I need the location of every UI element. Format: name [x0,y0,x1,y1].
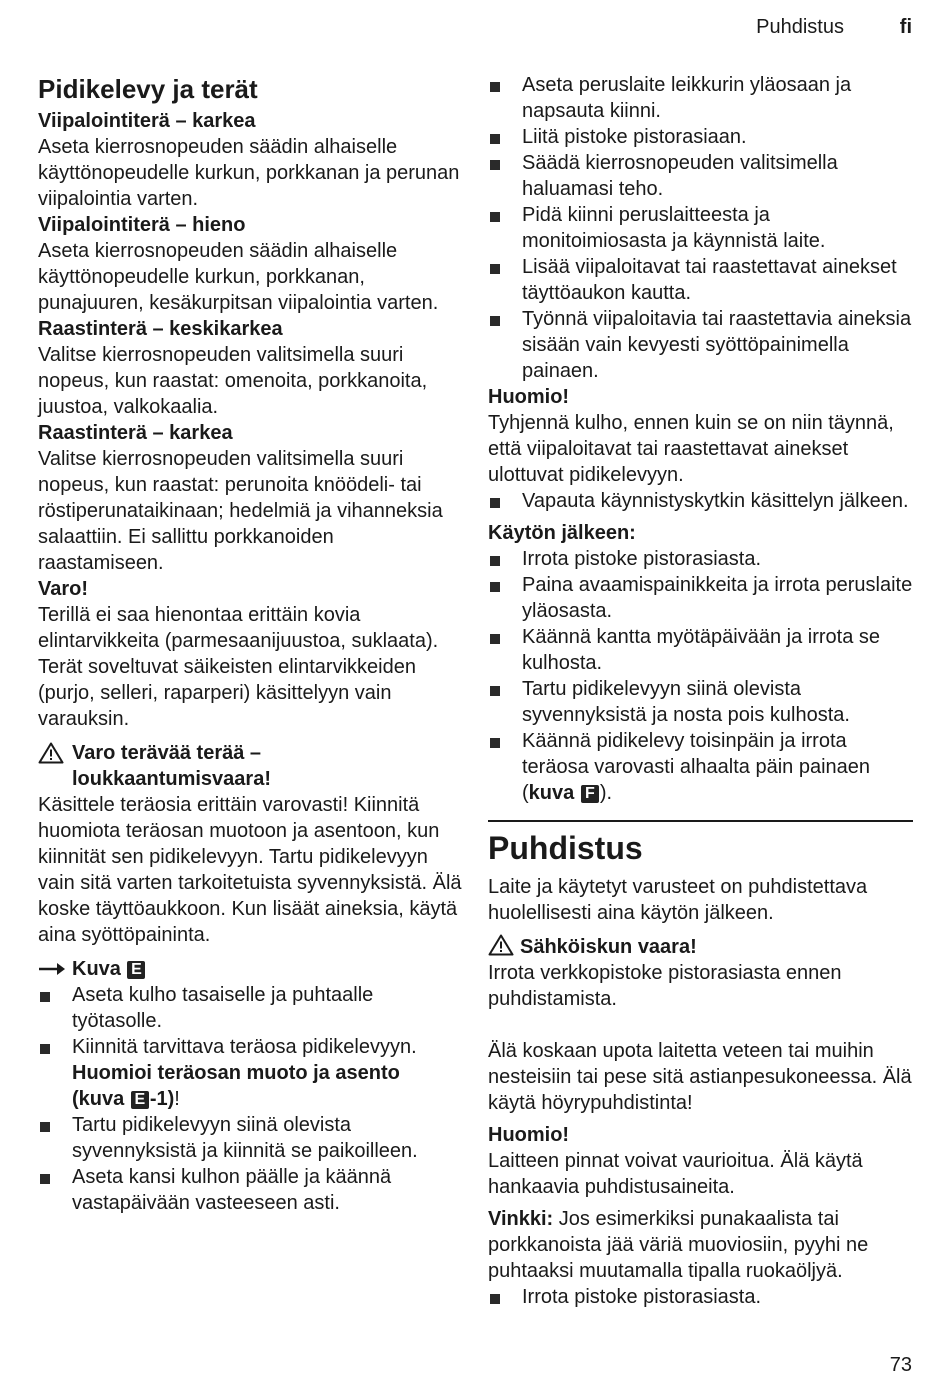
list-item: Vapauta käynnistyskytkin käsittelyn jälkeen. [488,488,913,514]
list-item: Aseta peruslaite leikkurin yläosaan ja napsauta kiinni. [488,72,913,124]
figure-label: Kuva [72,958,121,980]
warning-text: Irrota verkkopistoke pistorasiasta ennen puhdistamista. [488,962,842,1010]
step-emphasis: Huomioi teräosan muoto ja asento [72,1062,400,1084]
electric-shock-warning [488,934,913,960]
figure-reference [38,956,463,982]
block-heading: Viipalointiterä – hieno [38,214,246,236]
warning-triangle-icon [488,934,514,956]
header-language-code: fi [899,16,912,38]
list-item: Aseta kansi kulhon päälle ja käännä vastapäivään vasteeseen asti. [38,1164,463,1216]
list-item: Käännä kantta myötäpäivään ja irrota se kulhosta. [488,624,913,676]
sharp-blade-warning [38,740,463,792]
page-number: 73 [889,1354,912,1376]
after-use-steps [488,546,913,806]
assembly-steps [38,982,463,1216]
section-title-blades: Pidikelevy ja terät [38,74,258,104]
list-item: Tartu pidikelevyyn siinä olevista syvennyksistä ja nosta pois kulhosta. [488,676,913,728]
tip-paragraph [488,1206,913,1284]
list-item: Irrota pistoke pistorasiasta. [488,546,913,572]
block-text: Aseta kierrosnopeuden säädin alhaiselle käyttönopeudelle kurkun, porkkanan ja perunan viipalointia varten. [38,136,460,210]
tip-text: Jos esimerkiksi punakaalista tai porkkanoista jää väriä muoviosiin, pyyhi ne puhtaaksi muutamalla tipalla ruokaöljyä. [488,1208,869,1282]
step-text: Kiinnitä tarvittava teräosa pidikelevyyn. [72,1036,417,1058]
list-item: Työnnä viipaloitavia tai raastettavia aineksia sisään vain kevyesti syöttöpainimella painaen. [488,306,913,384]
operation-steps [488,72,913,384]
list-item: Irrota pistoke pistorasiasta. [488,1284,913,1310]
warning-text: Älä koskaan upota laitetta veteen tai muihin nesteisiin tai pese sitä astianpesukoneessa. Älä käytä höyrypuhdistinta! [488,1040,912,1114]
step-ref-bold: kuva [528,782,580,804]
figure-letter-badge: E [131,1091,149,1109]
warning-heading-line1: Varo terävää terää – [72,742,262,764]
blade-block [38,316,463,420]
cleaning-title: Puhdistus [488,830,643,866]
left-column [38,72,463,1216]
note-text: Tyhjennä kulho, ennen kuin se on niin täynnä, että viipaloitavat tai raastettavat ainekset ulottuvat pidikelevyyn. [488,412,894,486]
note-text: Laitteen pinnat voivat vaurioitua. Älä käytä hankaavia puhdistusaineita. [488,1150,863,1198]
blade-block [38,108,463,212]
header-section-title: Puhdistus [756,16,844,38]
list-item: Liitä pistoke pistorasiaan. [488,124,913,150]
warning-heading: Sähköiskun vaara! [520,936,697,958]
warning-triangle-icon [38,742,64,764]
list-item: Paina avaamispainikkeita ja irrota peruslaite yläosasta. [488,572,913,624]
block-heading: Raastinterä – keskikarkea [38,318,283,340]
block-text: Aseta kierrosnopeuden säädin alhaiselle käyttönopeudelle kurkun, porkkanan, punajuuren, kesäkurpitsan viipalointia varten. [38,240,439,314]
block-text: Valitse kierrosnopeuden valitsimella suuri nopeus, kun raastat: omenoita, porkkanoita, juustoa, valkokaalia. [38,344,428,418]
list-item: Pidä kiinni peruslaitteesta ja monitoimiosasta ja käynnistä laite. [488,202,913,254]
figure-letter-badge: E [127,961,145,979]
step-ref-close: ). [599,782,613,804]
list-item: Tartu pidikelevyyn siinä olevista syvennyksistä ja kiinnitä se paikoilleen. [38,1112,463,1164]
page-header [0,14,950,44]
arrow-right-icon [38,961,66,977]
block-heading: Varo! [38,578,89,600]
step-ref-open: (kuva [72,1088,130,1110]
release-step [488,488,913,514]
section-divider [488,820,913,822]
warning-heading-line2: loukkaantumisvaara! [72,768,271,790]
list-item: Säädä kierrosnopeuden valitsimella haluamasi teho. [488,150,913,202]
block-heading: Raastinterä – karkea [38,422,233,444]
list-item [488,728,913,806]
final-steps [488,1284,913,1310]
step-ref-open: ( [522,782,529,804]
step-excl: ! [174,1088,180,1110]
tip-label: Vinkki: [488,1208,554,1230]
blade-block [38,420,463,576]
block-text: Terillä ei saa hienontaa erittäin kovia elintarvikkeita (parmesaanijuustoa, suklaata). Terät soveltuvat säikeisten elintarvikkeiden (purjo, selleri, raparperi) käsittelyyn vain varauksin. [38,604,439,730]
step-ref-close: -1) [149,1088,175,1110]
step-text: Käännä pidikelevy toisinpäin ja irrota teräosa varovasti alhaalta päin painaen [522,730,871,778]
cleaning-intro: Laite ja käytetyt varusteet on puhdistettava huolellisesti aina käytön jälkeen. [488,876,868,924]
caution-block [38,576,463,732]
note-heading: Huomio! [488,1124,570,1146]
after-use-heading: Käytön jälkeen: [488,522,636,544]
figure-letter-badge: F [581,785,599,803]
note-heading: Huomio! [488,386,570,408]
list-item: Lisää viipaloitavat tai raastettavat ainekset täyttöaukon kautta. [488,254,913,306]
block-text: Valitse kierrosnopeuden valitsimella suuri nopeus, kun raastat: perunoita knöödeli- tai röstiperunataikinaan; hedelmiä ja vihanneksia salaattiin. Ei sallittu porkkanoiden raastamiseen. [38,448,443,574]
list-item: Aseta kulho tasaiselle ja puhtaalle työtasolle. [38,982,463,1034]
blade-block [38,212,463,316]
warning-text: Käsittele teräosia erittäin varovasti! Kiinnitä huomiota teräosan muotoon ja asentoon, kun kiinnität sen pidikelevyyn. Tartu pidikelevyyn vain sitä varten tarkoitetuista syvennyksistä. Älä koske täyttöaukkoon. Kun lisäät aineksia, käytä aina syöttöpaininta. [38,794,462,946]
block-heading: Viipalointiterä – karkea [38,110,256,132]
list-item [38,1034,463,1112]
right-column [488,72,913,1310]
